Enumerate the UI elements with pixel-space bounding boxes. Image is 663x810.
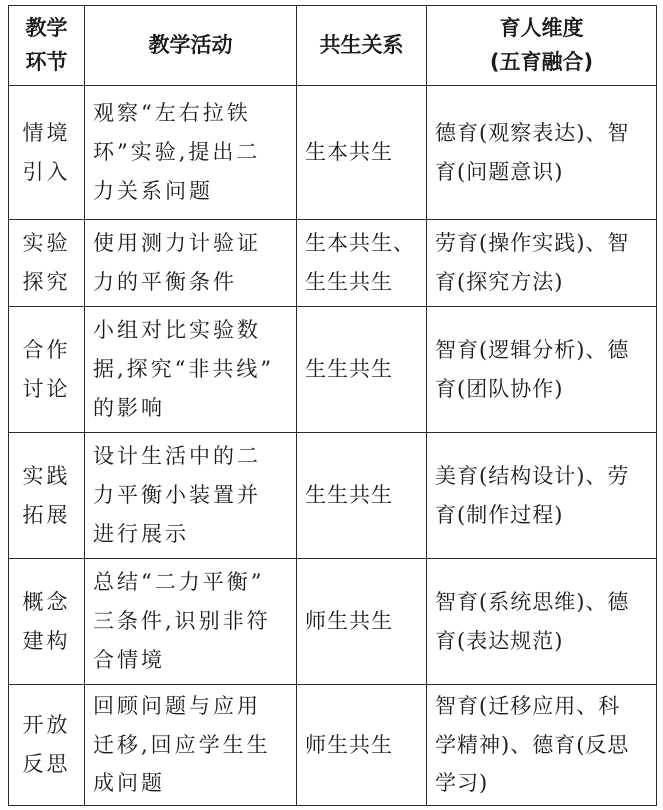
cell-relation: 生本共生、 生生共生 <box>297 220 427 307</box>
cell-dimension: 智育(迁移应用、科 学精神)、德育(反思 学习) <box>427 685 657 806</box>
cell-relation: 师生共生 <box>297 685 427 806</box>
cell-activity: 小组对比实验数 据,探究“非共线” 的影响 <box>85 307 297 433</box>
cell-dimension: 智育(系统思维)、德 育(表达规范) <box>427 559 657 685</box>
cell-dimension: 智育(逻辑分析)、德 育(团队协作) <box>427 307 657 433</box>
header-stage: 教学 环节 <box>9 6 85 86</box>
cell-activity: 回顾问题与应用 迁移,回应学生生 成问题 <box>85 685 297 806</box>
cell-stage: 合作 讨论 <box>9 307 85 433</box>
table-header-row <box>9 6 657 86</box>
table-row <box>9 433 657 559</box>
header-activity: 教学活动 <box>85 6 297 86</box>
cell-stage: 实践 拓展 <box>9 433 85 559</box>
cell-relation: 生生共生 <box>297 307 427 433</box>
cell-stage: 情境 引入 <box>9 86 85 220</box>
cell-relation: 师生共生 <box>297 559 427 685</box>
table-row <box>9 307 657 433</box>
cell-activity: 观察“左右拉铁 环”实验,提出二 力关系问题 <box>85 86 297 220</box>
cell-activity: 使用测力计验证 力的平衡条件 <box>85 220 297 307</box>
table-row <box>9 220 657 307</box>
teaching-design-table <box>8 5 657 806</box>
cell-stage: 实验 探究 <box>9 220 85 307</box>
cell-activity: 总结“二力平衡” 三条件,识别非符 合情境 <box>85 559 297 685</box>
cell-stage: 概念 建构 <box>9 559 85 685</box>
table-row <box>9 559 657 685</box>
cell-relation: 生生共生 <box>297 433 427 559</box>
table-row <box>9 685 657 806</box>
cell-stage: 开放 反思 <box>9 685 85 806</box>
cell-dimension: 德育(观察表达)、智 育(问题意识) <box>427 86 657 220</box>
cell-dimension: 美育(结构设计)、劳 育(制作过程) <box>427 433 657 559</box>
cell-dimension: 劳育(操作实践)、智 育(探究方法) <box>427 220 657 307</box>
cell-activity: 设计生活中的二 力平衡小装置并 进行展示 <box>85 433 297 559</box>
header-relation: 共生关系 <box>297 6 427 86</box>
cell-relation: 生本共生 <box>297 86 427 220</box>
header-dimension: 育人维度 (五育融合) <box>427 6 657 86</box>
table-row <box>9 86 657 220</box>
